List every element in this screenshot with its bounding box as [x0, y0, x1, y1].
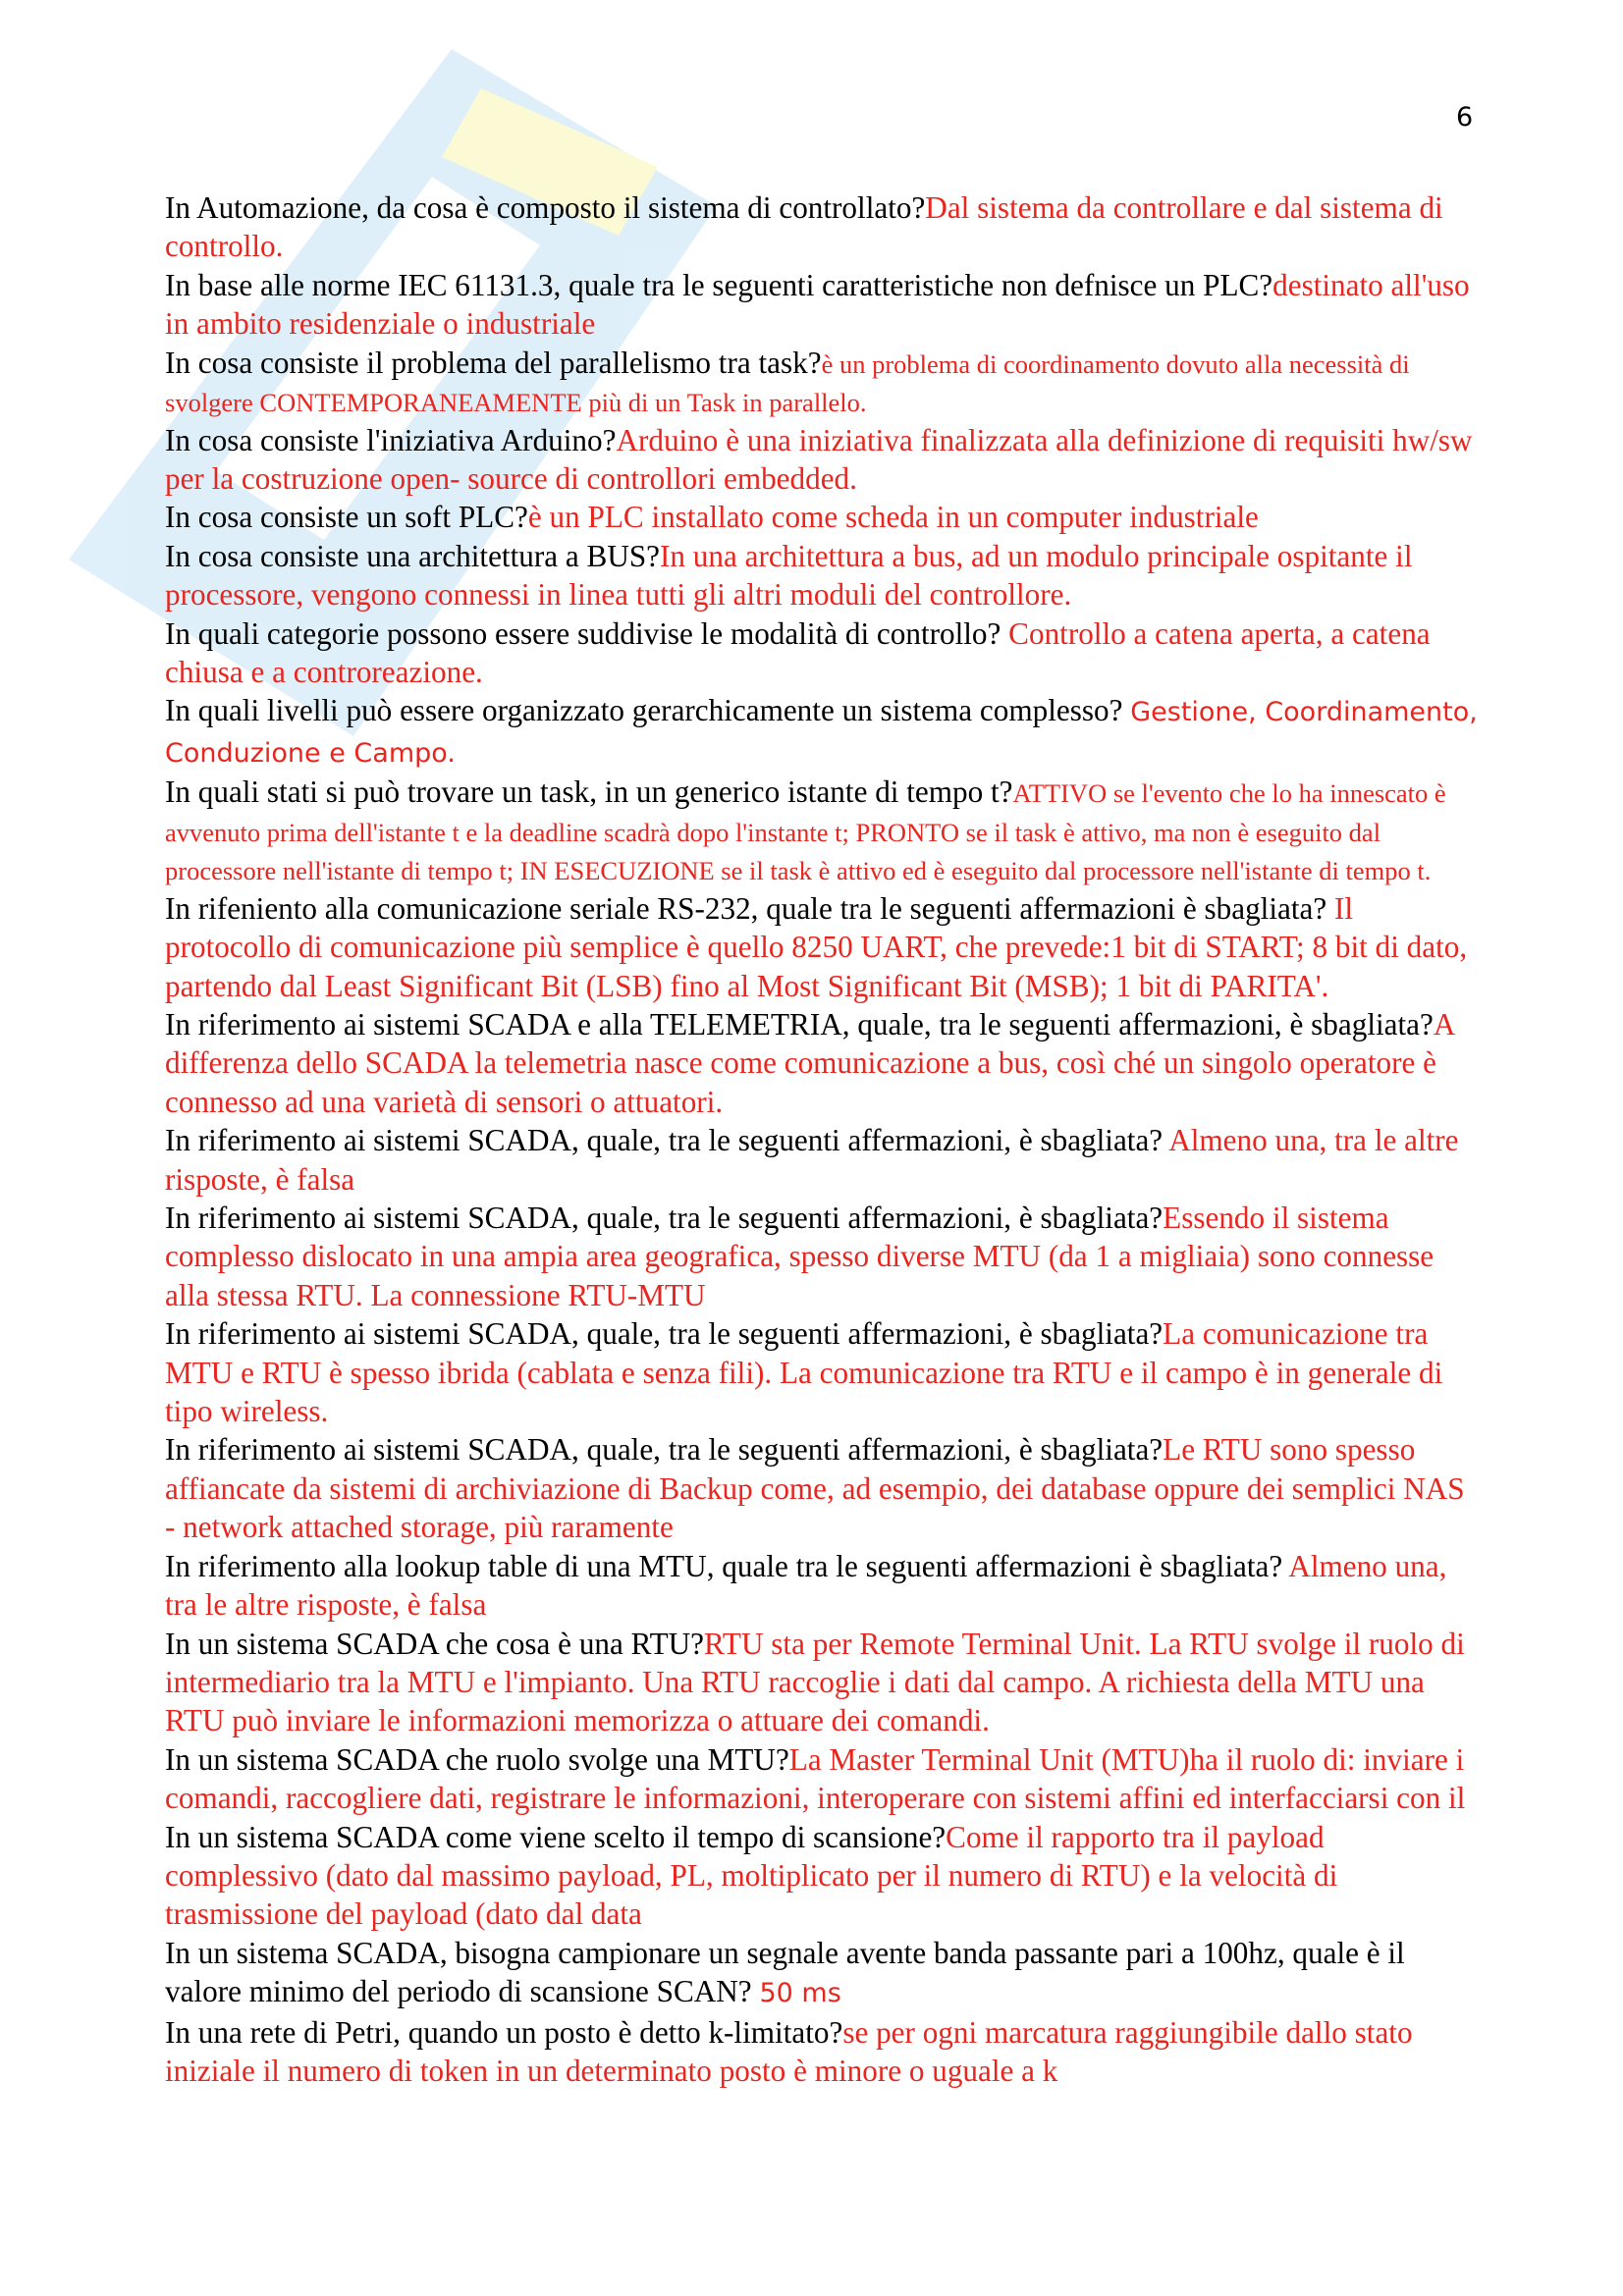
- page-number: 6: [1456, 102, 1474, 133]
- qa-item: [165, 691, 1481, 773]
- question: In riferimento ai sistemi SCADA, quale, tra le seguenti affermazioni, è sbagliata?: [165, 1432, 1163, 1468]
- qa-item: [165, 773, 1481, 889]
- answer: La comunicazione tra MTU e RTU è spesso ibrida (cablata e senza fili). La comunicazione tra RTU e il campo è in generale di tipo wireless.: [165, 1316, 1443, 1429]
- qa-item: [165, 344, 1481, 421]
- question: In cosa consiste una architettura a BUS?: [165, 538, 661, 573]
- answer: se per ogni marcatura raggiungibile dallo stato iniziale il numero di token in un determinato posto è minore o uguale a k: [165, 2014, 1413, 2088]
- question: In riferimento alla lookup table di una MTU, quale tra le seguenti affermazioni è sbagliata?: [165, 1548, 1289, 1583]
- qa-item: [165, 1005, 1481, 1121]
- qa-item: [165, 1199, 1481, 1314]
- question: In rifeniento alla comunicazione seriale RS-232, quale tra le seguenti affermazioni è sbagliata?: [165, 890, 1334, 926]
- question: In riferimento ai sistemi SCADA e alla TELEMETRIA, quale, tra le seguenti affermazioni, è sbagliata?: [165, 1007, 1434, 1041]
- answer: A differenza dello SCADA la telemetria nasce come comunicazione a bus, così ché un singolo operatore è connesso ad una varietà di sensori o attuatori.: [165, 1007, 1454, 1119]
- answer: Arduino è una iniziativa finalizzata alla definizione di requisiti hw/sw per la costruzione open- source di controllori embedded.: [165, 422, 1473, 497]
- answer: Essendo il sistema complesso dislocato in una ampia area geografica, spesso diverse MTU (da 1 a migliaia) sono connesse alla stessa RTU. La connessione RTU-MTU: [165, 1201, 1434, 1312]
- question: In cosa consiste l'iniziativa Arduino?: [165, 422, 617, 457]
- qa-item: [165, 1625, 1481, 1740]
- qa-item: [165, 1740, 1481, 1818]
- answer: è un problema di coordinamento dovuto alla necessità di svolgere CONTEMPORANEAMENTE più di un Task in parallelo.: [165, 348, 1410, 418]
- qa-item: [165, 1430, 1481, 1546]
- answer: è un PLC installato come scheda in un computer industriale: [527, 500, 1259, 535]
- question: In riferimento ai sistemi SCADA, quale, tra le seguenti affermazioni, è sbagliata?: [165, 1201, 1163, 1236]
- question: In cosa consiste il problema del parallelismo tra task?: [165, 345, 822, 380]
- qa-item: [165, 1547, 1481, 1625]
- answer: Dal sistema da controllare e dal sistema di controllo.: [165, 190, 1443, 264]
- answer: Almeno una, tra le altre risposte, è falsa: [165, 1123, 1459, 1197]
- qa-item: [165, 537, 1481, 614]
- qa-item: [165, 614, 1481, 692]
- qa-item: [165, 2013, 1481, 2091]
- answer: Le RTU sono spesso affiancate da sistemi di archiviazione di Backup come, ad esempio, dei database oppure dei semplici NAS - network attached storage, più raramente: [165, 1432, 1465, 1545]
- qa-item: [165, 1818, 1481, 1934]
- answer: Come il rapporto tra il payload complessivo (dato dal massimo payload, PL, moltiplicato per il numero di RTU) e la velocità di trasmissione del payload (dato dal data: [165, 1819, 1338, 1932]
- question: In riferimento ai sistemi SCADA, quale, tra le seguenti affermazioni, è sbagliata?: [165, 1123, 1169, 1158]
- answer: destinato all'uso in ambito residenziale o industriale: [165, 267, 1470, 342]
- question: In quali livelli può essere organizzato gerarchicamente un sistema complesso?: [165, 693, 1131, 728]
- qa-item: [165, 1314, 1481, 1430]
- qa-item: [165, 1121, 1481, 1199]
- question: In un sistema SCADA, bisogna campionare un segnale avente banda passante pari a 100hz, quale è il valore minimo del periodo di scansione SCAN?: [165, 1935, 1405, 2009]
- qa-list: [165, 188, 1481, 2090]
- question: In quali categorie possono essere suddivise le modalità di controllo?: [165, 615, 1009, 651]
- question: In un sistema SCADA come viene scelto il tempo di scansione?: [165, 1819, 947, 1854]
- question: In base alle norme IEC 61131.3, quale tra le seguenti caratteristiche non defnisce un PLC?: [165, 267, 1273, 302]
- answer: RTU sta per Remote Terminal Unit. La RTU svolge il ruolo di intermediario tra la MTU e l'impianto. Una RTU raccoglie i dati dal campo. A richiesta della MTU una RTU può inviare le informazioni memorizza o attuare dei comandi.: [165, 1626, 1465, 1738]
- question: In riferimento ai sistemi SCADA, quale, tra le seguenti affermazioni, è sbagliata?: [165, 1316, 1163, 1352]
- question: In quali stati si può trovare un task, in un generico istante di tempo t?: [165, 774, 1013, 810]
- question: In cosa consiste un soft PLC?: [165, 500, 528, 535]
- question: In un sistema SCADA che cosa è una RTU?: [165, 1626, 704, 1661]
- answer: Il protocollo di comunicazione più semplice è quello 8250 UART, che prevede:1 bit di START; 8 bit di dato, partendo dal Least Significant Bit (LSB) fino al Most Significant Bit (MSB); 1 bit di PARITA'.: [165, 890, 1468, 1003]
- answer: Controllo a catena aperta, a catena chiusa e a controreazione.: [165, 615, 1431, 690]
- question: In un sistema SCADA che ruolo svolge una MTU?: [165, 1741, 789, 1777]
- answer: La Master Terminal Unit (MTU)ha il ruolo di: inviare i comandi, raccogliere dati, registrare le informazioni, interoperare con sistemi affini ed interfacciarsi con il: [165, 1741, 1466, 1816]
- answer: In una architettura a bus, ad un modulo principale ospitante il processore, vengono connessi in linea tutti gli altri moduli del controllore.: [165, 538, 1413, 613]
- qa-item: [165, 1934, 1481, 2013]
- qa-item: [165, 266, 1481, 344]
- question: In una rete di Petri, quando un posto è detto k-limitato?: [165, 2014, 843, 2050]
- question: In Automazione, da cosa è composto il sistema di controllato?: [165, 190, 926, 225]
- answer: 50 ms: [759, 1978, 841, 2009]
- qa-item: [165, 498, 1481, 536]
- qa-item: [165, 889, 1481, 1005]
- answer: Almeno una, tra le altre risposte, è falsa: [165, 1548, 1447, 1623]
- qa-item: [165, 188, 1481, 266]
- qa-item: [165, 421, 1481, 499]
- answer: ATTIVO se l'evento che lo ha innescato è avvenuto prima dell'istante t e la deadline scadrà dopo l'instante t; PRONTO se il task è attivo, ma non è eseguito dal processore nell'istante di tempo t; IN ESECUZIONE se il task è attivo ed è eseguito dal processore nell'istante di tempo t.: [165, 778, 1446, 886]
- answer: Gestione, Coordinamento, Conduzione e Campo.: [165, 697, 1478, 769]
